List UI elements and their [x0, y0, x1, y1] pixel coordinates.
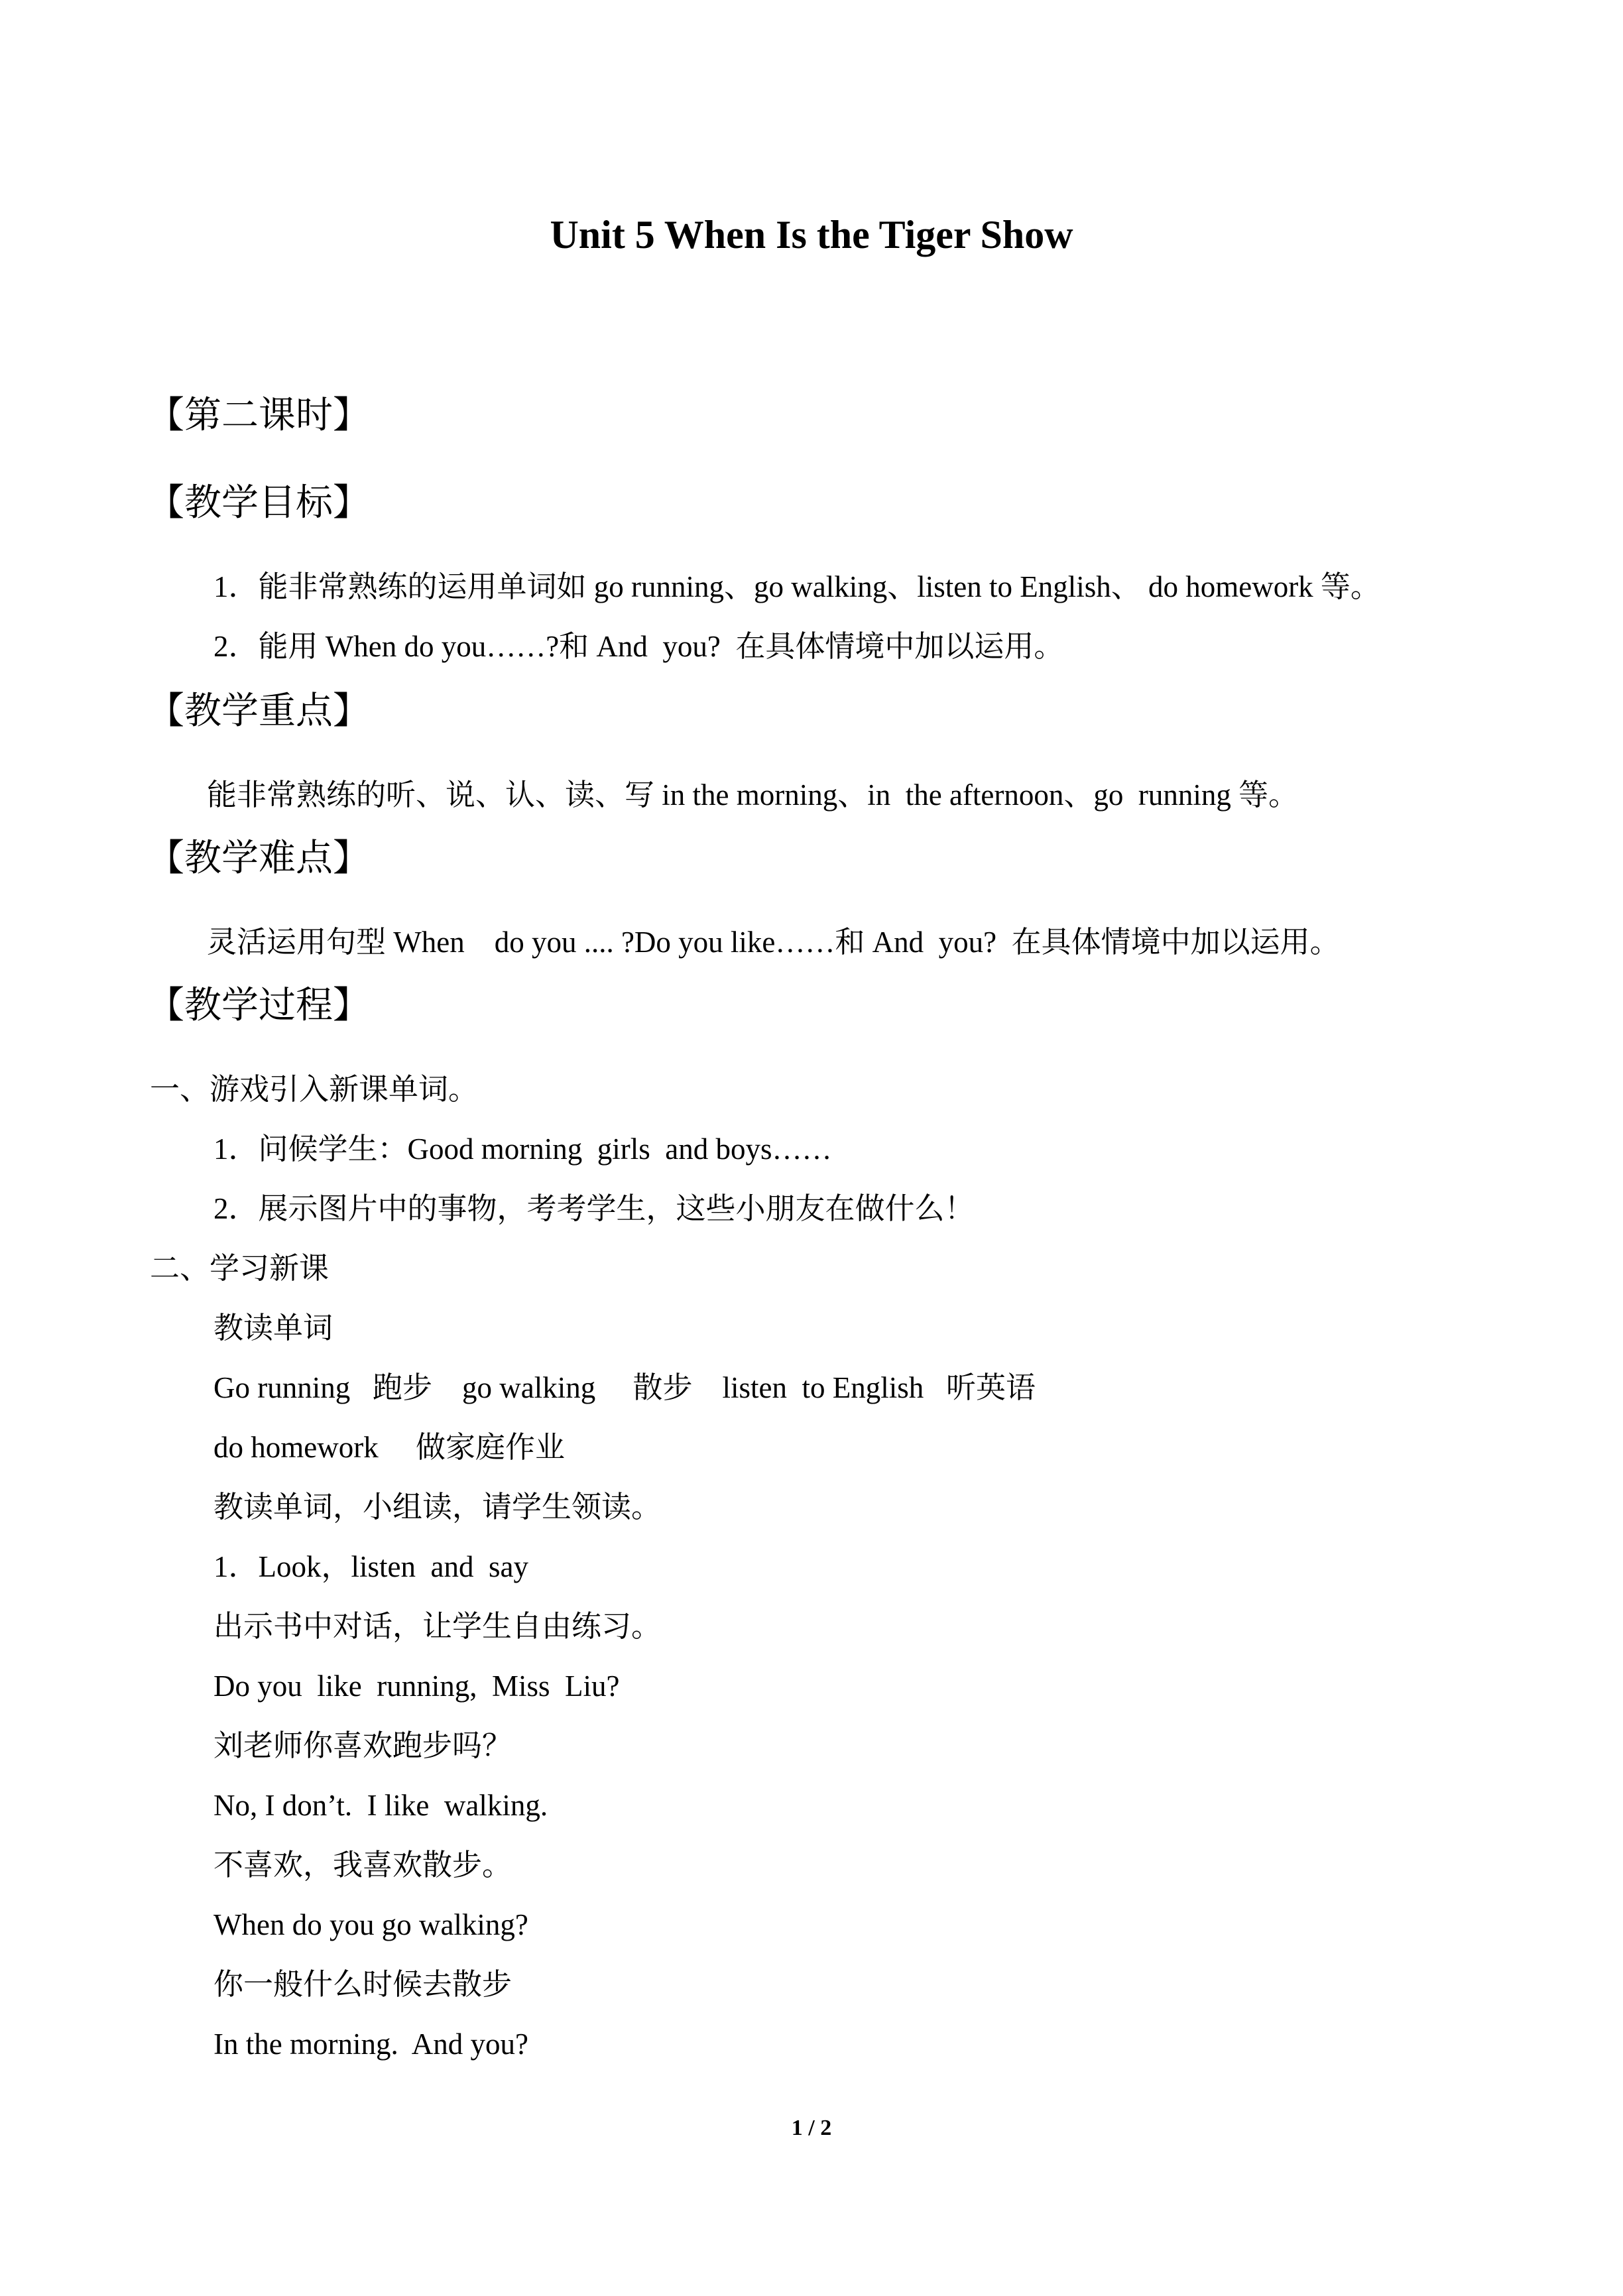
section-2-line: When do you go walking?: [213, 1908, 528, 1941]
section-2-line: Do you like running, Miss Liu?: [213, 1669, 620, 1703]
section-2-line: 教读单词: [213, 1311, 333, 1345]
objective-item-2: 2．能用 When do you……?和 And you? 在具体情境中加以运用。: [213, 630, 1064, 663]
section-2-line: 刘老师你喜欢跑步吗？: [213, 1729, 512, 1762]
section-1-item-1: 1．问候学生：Good morning girls and boys……: [213, 1132, 832, 1166]
section-2-line: 1．Look，listen and say: [213, 1550, 528, 1583]
section-1-item-2: 2．展示图片中的事物，考考学生，这些小朋友在做什么！: [213, 1192, 975, 1225]
heading-period: 【第二课时】: [147, 395, 370, 436]
section-1-title: 一、游戏引入新课单词。: [150, 1073, 479, 1106]
page-number: 1 / 2: [791, 2116, 832, 2140]
section-2-line: 不喜欢，我喜欢散步。: [213, 1848, 512, 1882]
heading-process: 【教学过程】: [147, 985, 370, 1026]
section-2-line: 出示书中对话，让学生自由练习。: [213, 1610, 662, 1643]
difficulties-text: 灵活运用句型 When do you .... ?Do you like……和 And you? 在具体情境中加以运用。: [207, 926, 1340, 959]
key-points-text: 能非常熟练的听、说、认、读、写 in the morning、in the afternoon、go running 等。: [207, 778, 1299, 812]
section-2-line: 教读单词，小组读，请学生领读。: [213, 1490, 662, 1524]
section-2-line: No, I don’t. I like walking.: [213, 1789, 548, 1822]
section-2-line: do homework 做家庭作业: [213, 1431, 565, 1464]
heading-key-points: 【教学重点】: [147, 691, 370, 732]
section-2-line: In the morning. And you?: [213, 2027, 528, 2061]
objective-item-1: 1．能非常熟练的运用单词如 go running、go walking、listen to English、 do homework 等。: [213, 570, 1380, 603]
section-2-line: Go running 跑步 go walking 散步 listen to English 听英语: [213, 1371, 1036, 1404]
section-2-line: 你一般什么时候去散步: [213, 1968, 512, 2001]
document-title: Unit 5 When Is the Tiger Show: [550, 213, 1073, 257]
section-2-title: 二、学习新课: [150, 1252, 330, 1285]
heading-objectives: 【教学目标】: [147, 483, 370, 524]
heading-difficulties: 【教学难点】: [147, 838, 370, 879]
